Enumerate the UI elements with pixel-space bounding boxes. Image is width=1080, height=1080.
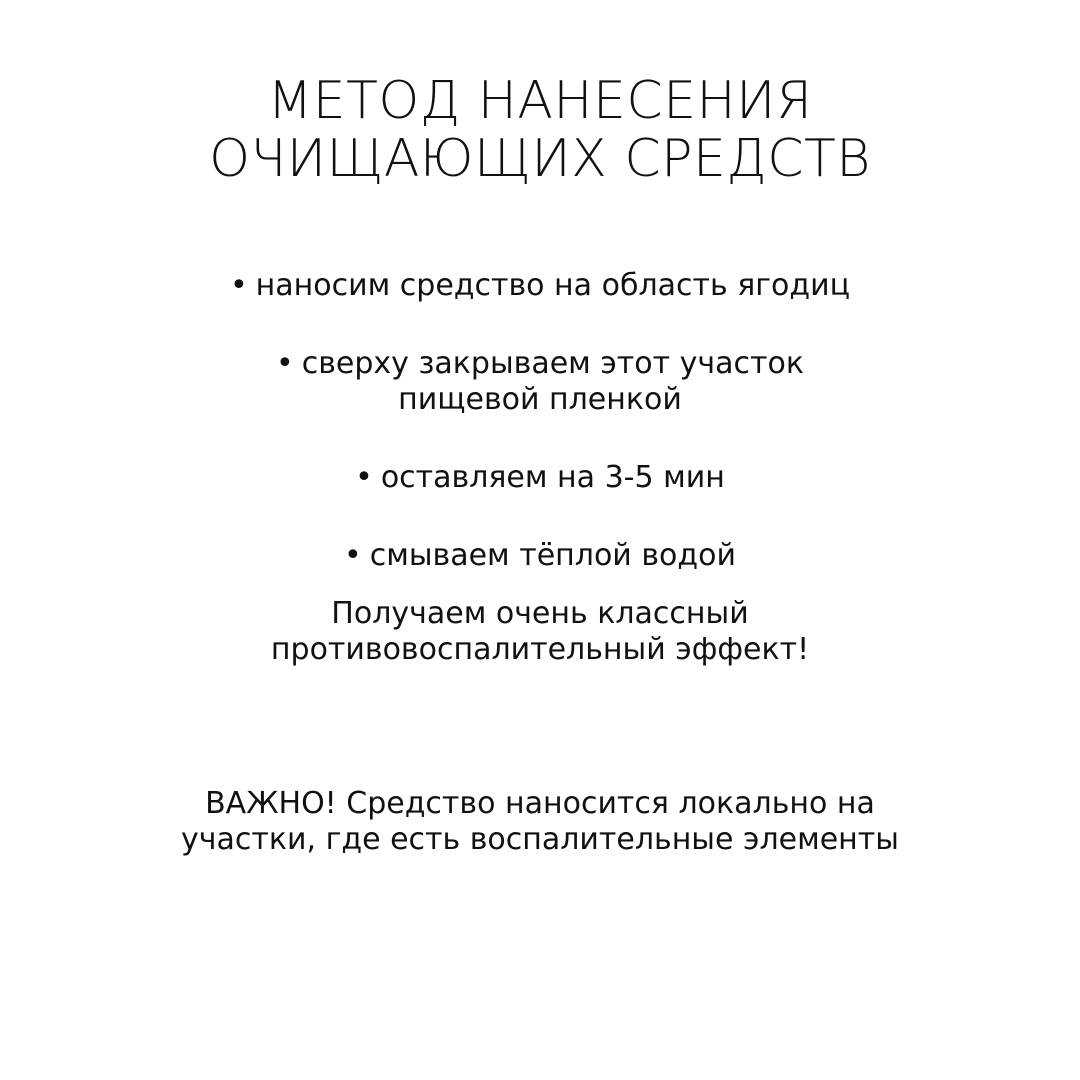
title-line-2: ОЧИЩАЮЩИХ СРЕДСТВ bbox=[209, 129, 871, 189]
step-line-continued: пищевой пленкой bbox=[398, 382, 682, 417]
step-text: наносим средство на область ягодиц bbox=[255, 268, 851, 303]
bullet-icon: • bbox=[344, 538, 362, 573]
bullet-icon: • bbox=[229, 268, 248, 303]
step-text: сверху закрываем этот участок bbox=[301, 346, 804, 381]
step-item bbox=[0, 460, 1080, 496]
step-text: оставляем на 3-5 мин bbox=[380, 460, 725, 495]
step-line bbox=[0, 346, 1080, 382]
title-line-1: МЕТОД НАНЕСЕНИЯ bbox=[267, 71, 813, 131]
bullet-icon: • bbox=[355, 460, 373, 495]
step-line bbox=[0, 538, 1080, 574]
step-item bbox=[0, 538, 1080, 574]
important-line-2: участки, где есть воспалительные элементы bbox=[181, 822, 899, 857]
step-item bbox=[0, 346, 1080, 418]
result-line-2: противовоспалительный эффект! bbox=[270, 632, 810, 667]
steps-list bbox=[0, 268, 1080, 574]
step-line bbox=[0, 460, 1080, 496]
step-text: смываем тёплой водой bbox=[369, 538, 736, 573]
important-note bbox=[0, 786, 1080, 858]
important-line-1: ВАЖНО! Средство наносится локально на bbox=[205, 786, 875, 821]
step-line bbox=[0, 268, 1080, 304]
result-line-1: Получаем очень классный bbox=[331, 596, 749, 631]
result-text bbox=[0, 596, 1080, 668]
bullet-icon: • bbox=[276, 346, 294, 381]
step-item bbox=[0, 268, 1080, 304]
page-title bbox=[0, 72, 1080, 188]
